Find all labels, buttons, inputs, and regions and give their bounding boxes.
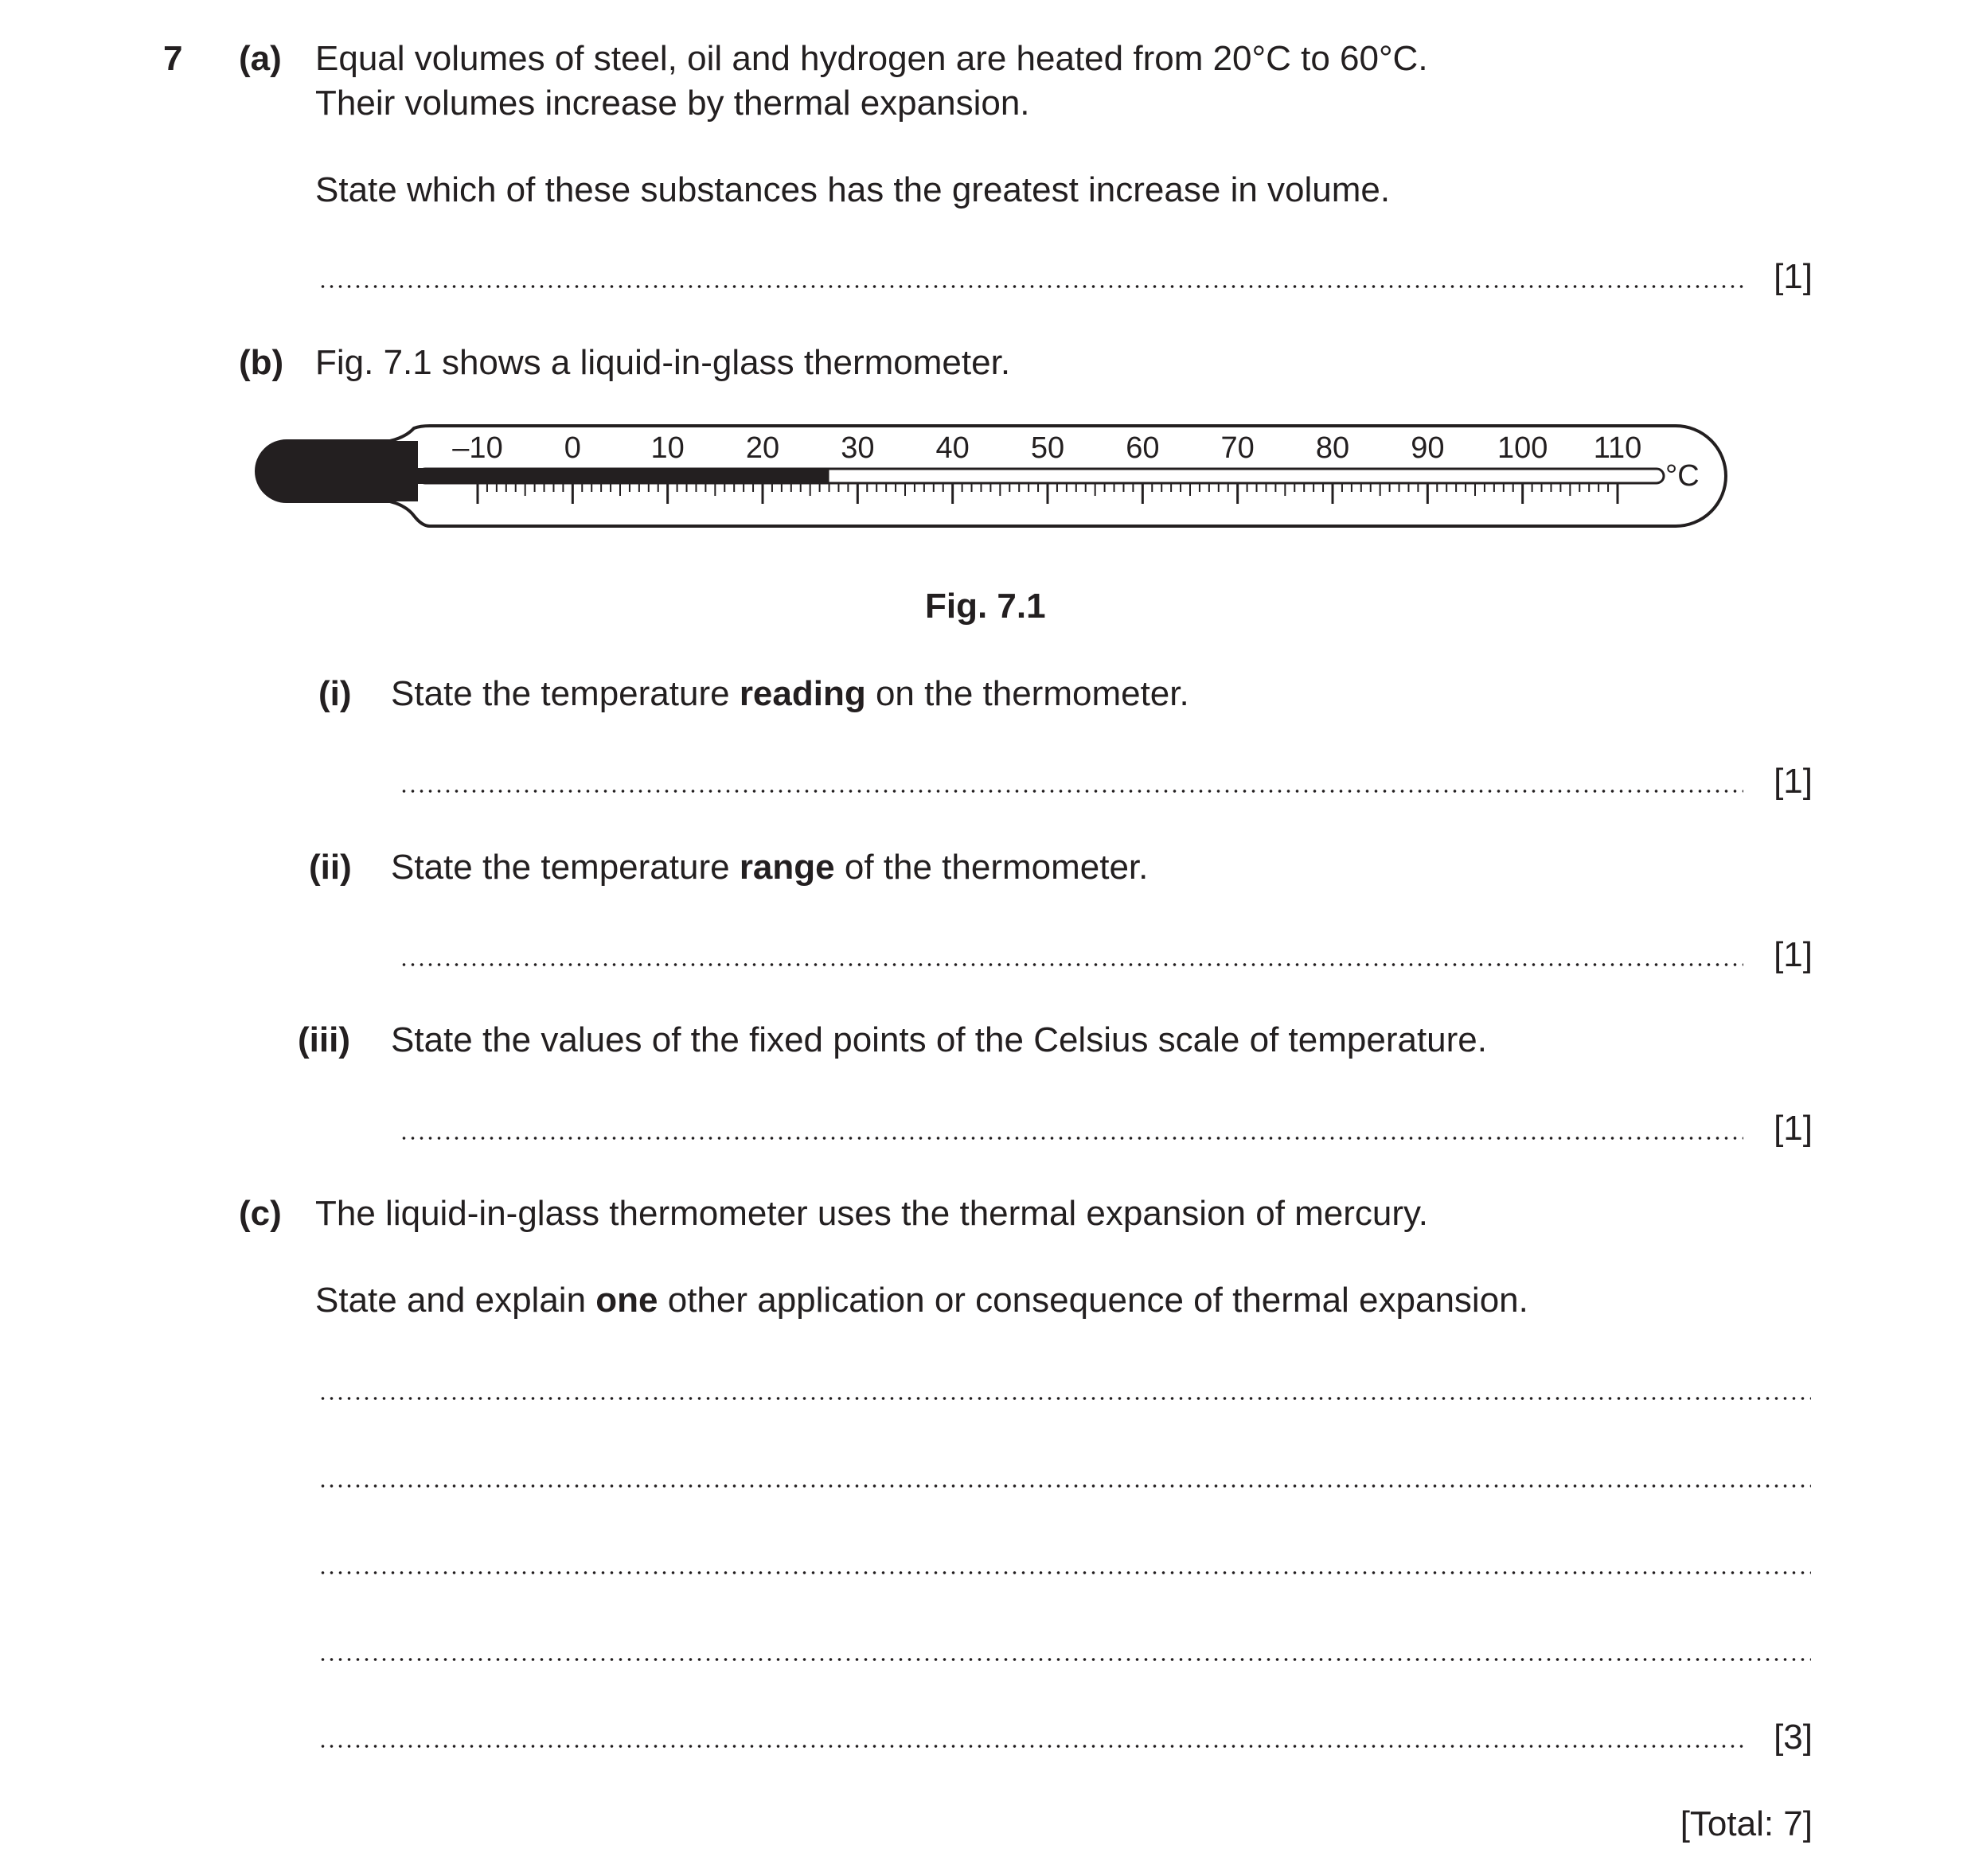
- sub-ii-bold-word: range: [739, 848, 835, 887]
- part-c-text-after: other application or consequence of thermal expansion.: [658, 1281, 1528, 1320]
- thermometer-figure: [255, 422, 1727, 541]
- scale-label: 0: [564, 431, 581, 465]
- scale-label: 60: [1126, 431, 1160, 465]
- part-b-label: (b): [239, 343, 284, 382]
- thermometer-unit-label: °C: [1665, 459, 1700, 493]
- scale-label: 90: [1411, 431, 1445, 465]
- scale-label: 40: [935, 431, 970, 465]
- scale-label: 100: [1497, 431, 1548, 465]
- answer-line-c-4[interactable]: [318, 1658, 1811, 1661]
- scale-label: 10: [650, 431, 685, 465]
- part-c-text-before: State and explain: [315, 1281, 596, 1320]
- part-b-intro: Fig. 7.1 shows a liquid-in-glass thermometer.: [315, 343, 1011, 382]
- answer-line-c-5[interactable]: [318, 1745, 1743, 1748]
- sub-iii-label: (iii): [298, 1020, 350, 1059]
- mark-b-iii: [1]: [1774, 1109, 1813, 1148]
- sub-i-bold-word: reading: [739, 674, 866, 713]
- mark-c: [3]: [1774, 1718, 1813, 1757]
- scale-label: –10: [452, 431, 503, 465]
- part-c-line1: The liquid-in-glass thermometer uses the thermal expansion of mercury.: [315, 1194, 1429, 1233]
- sub-i-text-after: on the thermometer.: [865, 674, 1189, 713]
- answer-line-b-ii[interactable]: [400, 963, 1743, 966]
- sub-i-text-before: State the temperature: [391, 674, 740, 713]
- sub-ii-text-before: State the temperature: [391, 848, 740, 887]
- answer-line-c-1[interactable]: [318, 1397, 1811, 1400]
- part-c-label: (c): [239, 1194, 282, 1233]
- answer-line-b-iii[interactable]: [400, 1137, 1743, 1140]
- thermometer-liquid-column: [414, 468, 829, 484]
- question-number: 7: [163, 39, 183, 78]
- thermometer-bulb: [256, 441, 418, 501]
- scale-label: 20: [745, 431, 780, 465]
- part-a-line1: Equal volumes of steel, oil and hydrogen are heated from 20°C to 60°C.: [315, 39, 1428, 78]
- part-c-question: [315, 1283, 1528, 1318]
- scale-label: 30: [841, 431, 875, 465]
- mark-b-i: [1]: [1774, 762, 1813, 801]
- sub-iii-question: State the values of the fixed points of the Celsius scale of temperature.: [391, 1020, 1487, 1059]
- mark-a: [1]: [1774, 257, 1813, 296]
- scale-label: 80: [1315, 431, 1350, 465]
- scale-label: 70: [1220, 431, 1255, 465]
- scale-label: 110: [1593, 431, 1642, 465]
- figure-caption: Fig. 7.1: [925, 587, 1046, 626]
- answer-line-c-2[interactable]: [318, 1484, 1811, 1488]
- sub-ii-text-after: of the thermometer.: [834, 848, 1149, 887]
- mark-b-ii: [1]: [1774, 935, 1813, 974]
- answer-line-b-i[interactable]: [400, 790, 1743, 793]
- sub-i-question: [391, 674, 1189, 713]
- sub-ii-label: (ii): [309, 848, 352, 887]
- sub-i-label: (i): [318, 674, 352, 713]
- part-a-label: (a): [239, 39, 282, 78]
- scale-label: 50: [1030, 431, 1065, 465]
- sub-ii-question: [391, 850, 1148, 885]
- answer-line-c-3[interactable]: [318, 1571, 1811, 1574]
- part-c-bold-word: one: [595, 1281, 658, 1320]
- answer-line-a[interactable]: [318, 285, 1743, 288]
- total-marks: [Total: 7]: [1680, 1804, 1813, 1843]
- part-a-line2: Their volumes increase by thermal expansion.: [315, 84, 1030, 123]
- part-a-prompt: State which of these substances has the greatest increase in volume.: [315, 170, 1391, 209]
